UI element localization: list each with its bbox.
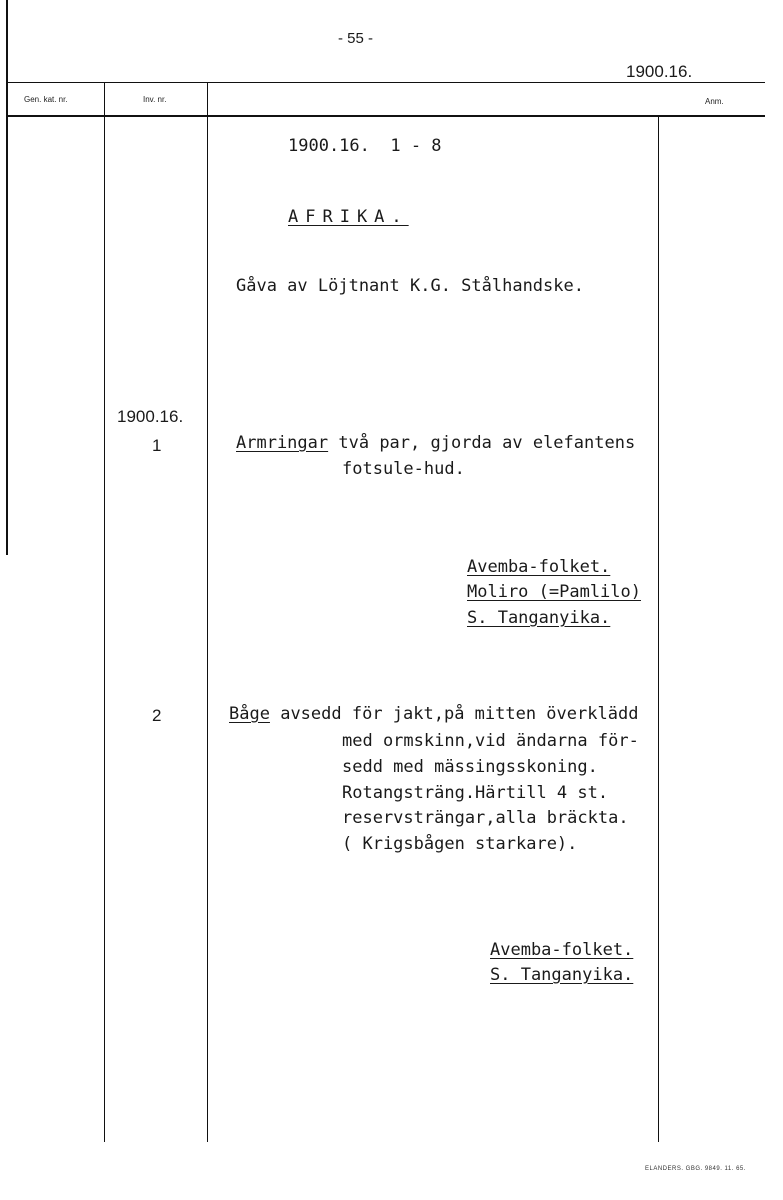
object-name: Armringar [236, 433, 329, 453]
object-name: Båge [229, 704, 270, 724]
entry-line: fotsule-hud. [342, 459, 465, 479]
entry-number: 1 [152, 436, 162, 455]
provenance-line: Avemba-folket. [490, 940, 634, 960]
collection-number: 1900.16. 1 - 8 [288, 136, 442, 156]
entry-line: avsedd för jakt,på mitten överklädd [280, 704, 639, 724]
provenance-line: S. Tanganyika. [490, 965, 634, 985]
column-header-inv-nr: Inv. nr. [143, 95, 167, 104]
printer-footer: ELANDERS. GBG. 9849. 11. 65. [645, 1166, 746, 1172]
entry-line: ( Krigsbågen starkare). [342, 834, 578, 854]
entry-line: sedd med mässingsskoning. [342, 757, 598, 777]
header-top-rule [8, 82, 765, 83]
entry-line: med ormskinn,vid ändarna för- [342, 731, 639, 751]
provenance-line: S. Tanganyika. [467, 608, 611, 628]
page-number: - 55 - [338, 30, 374, 47]
entry-text [236, 433, 635, 453]
provenance-line: Avemba-folket. [467, 557, 611, 577]
region-heading: AFRIKA. [288, 207, 409, 227]
column-divider-1 [104, 82, 105, 1142]
entry-line: reservsträngar,alla bräckta. [342, 808, 629, 828]
top-right-number: 1900.16. [626, 62, 693, 81]
entry-number: 2 [152, 706, 162, 725]
provenance-line: Moliro (=Pamlilo) [467, 582, 641, 602]
column-divider-2 [207, 82, 208, 1142]
entry-line: två par, gjorda av elefantens [338, 433, 636, 453]
column-header-gen-kat-nr: Gen. kat. nr. [24, 95, 68, 104]
column-header-anm: Anm. [705, 97, 724, 106]
entry-line: Rotangsträng.Härtill 4 st. [342, 783, 609, 803]
entry-text [229, 704, 638, 724]
left-margin-line [6, 0, 8, 555]
donor-line: Gåva av Löjtnant K.G. Stålhandske. [236, 276, 584, 296]
column-divider-3 [658, 117, 659, 1142]
header-bottom-rule [8, 115, 765, 117]
entry-inv-prefix: 1900.16. [117, 407, 184, 426]
